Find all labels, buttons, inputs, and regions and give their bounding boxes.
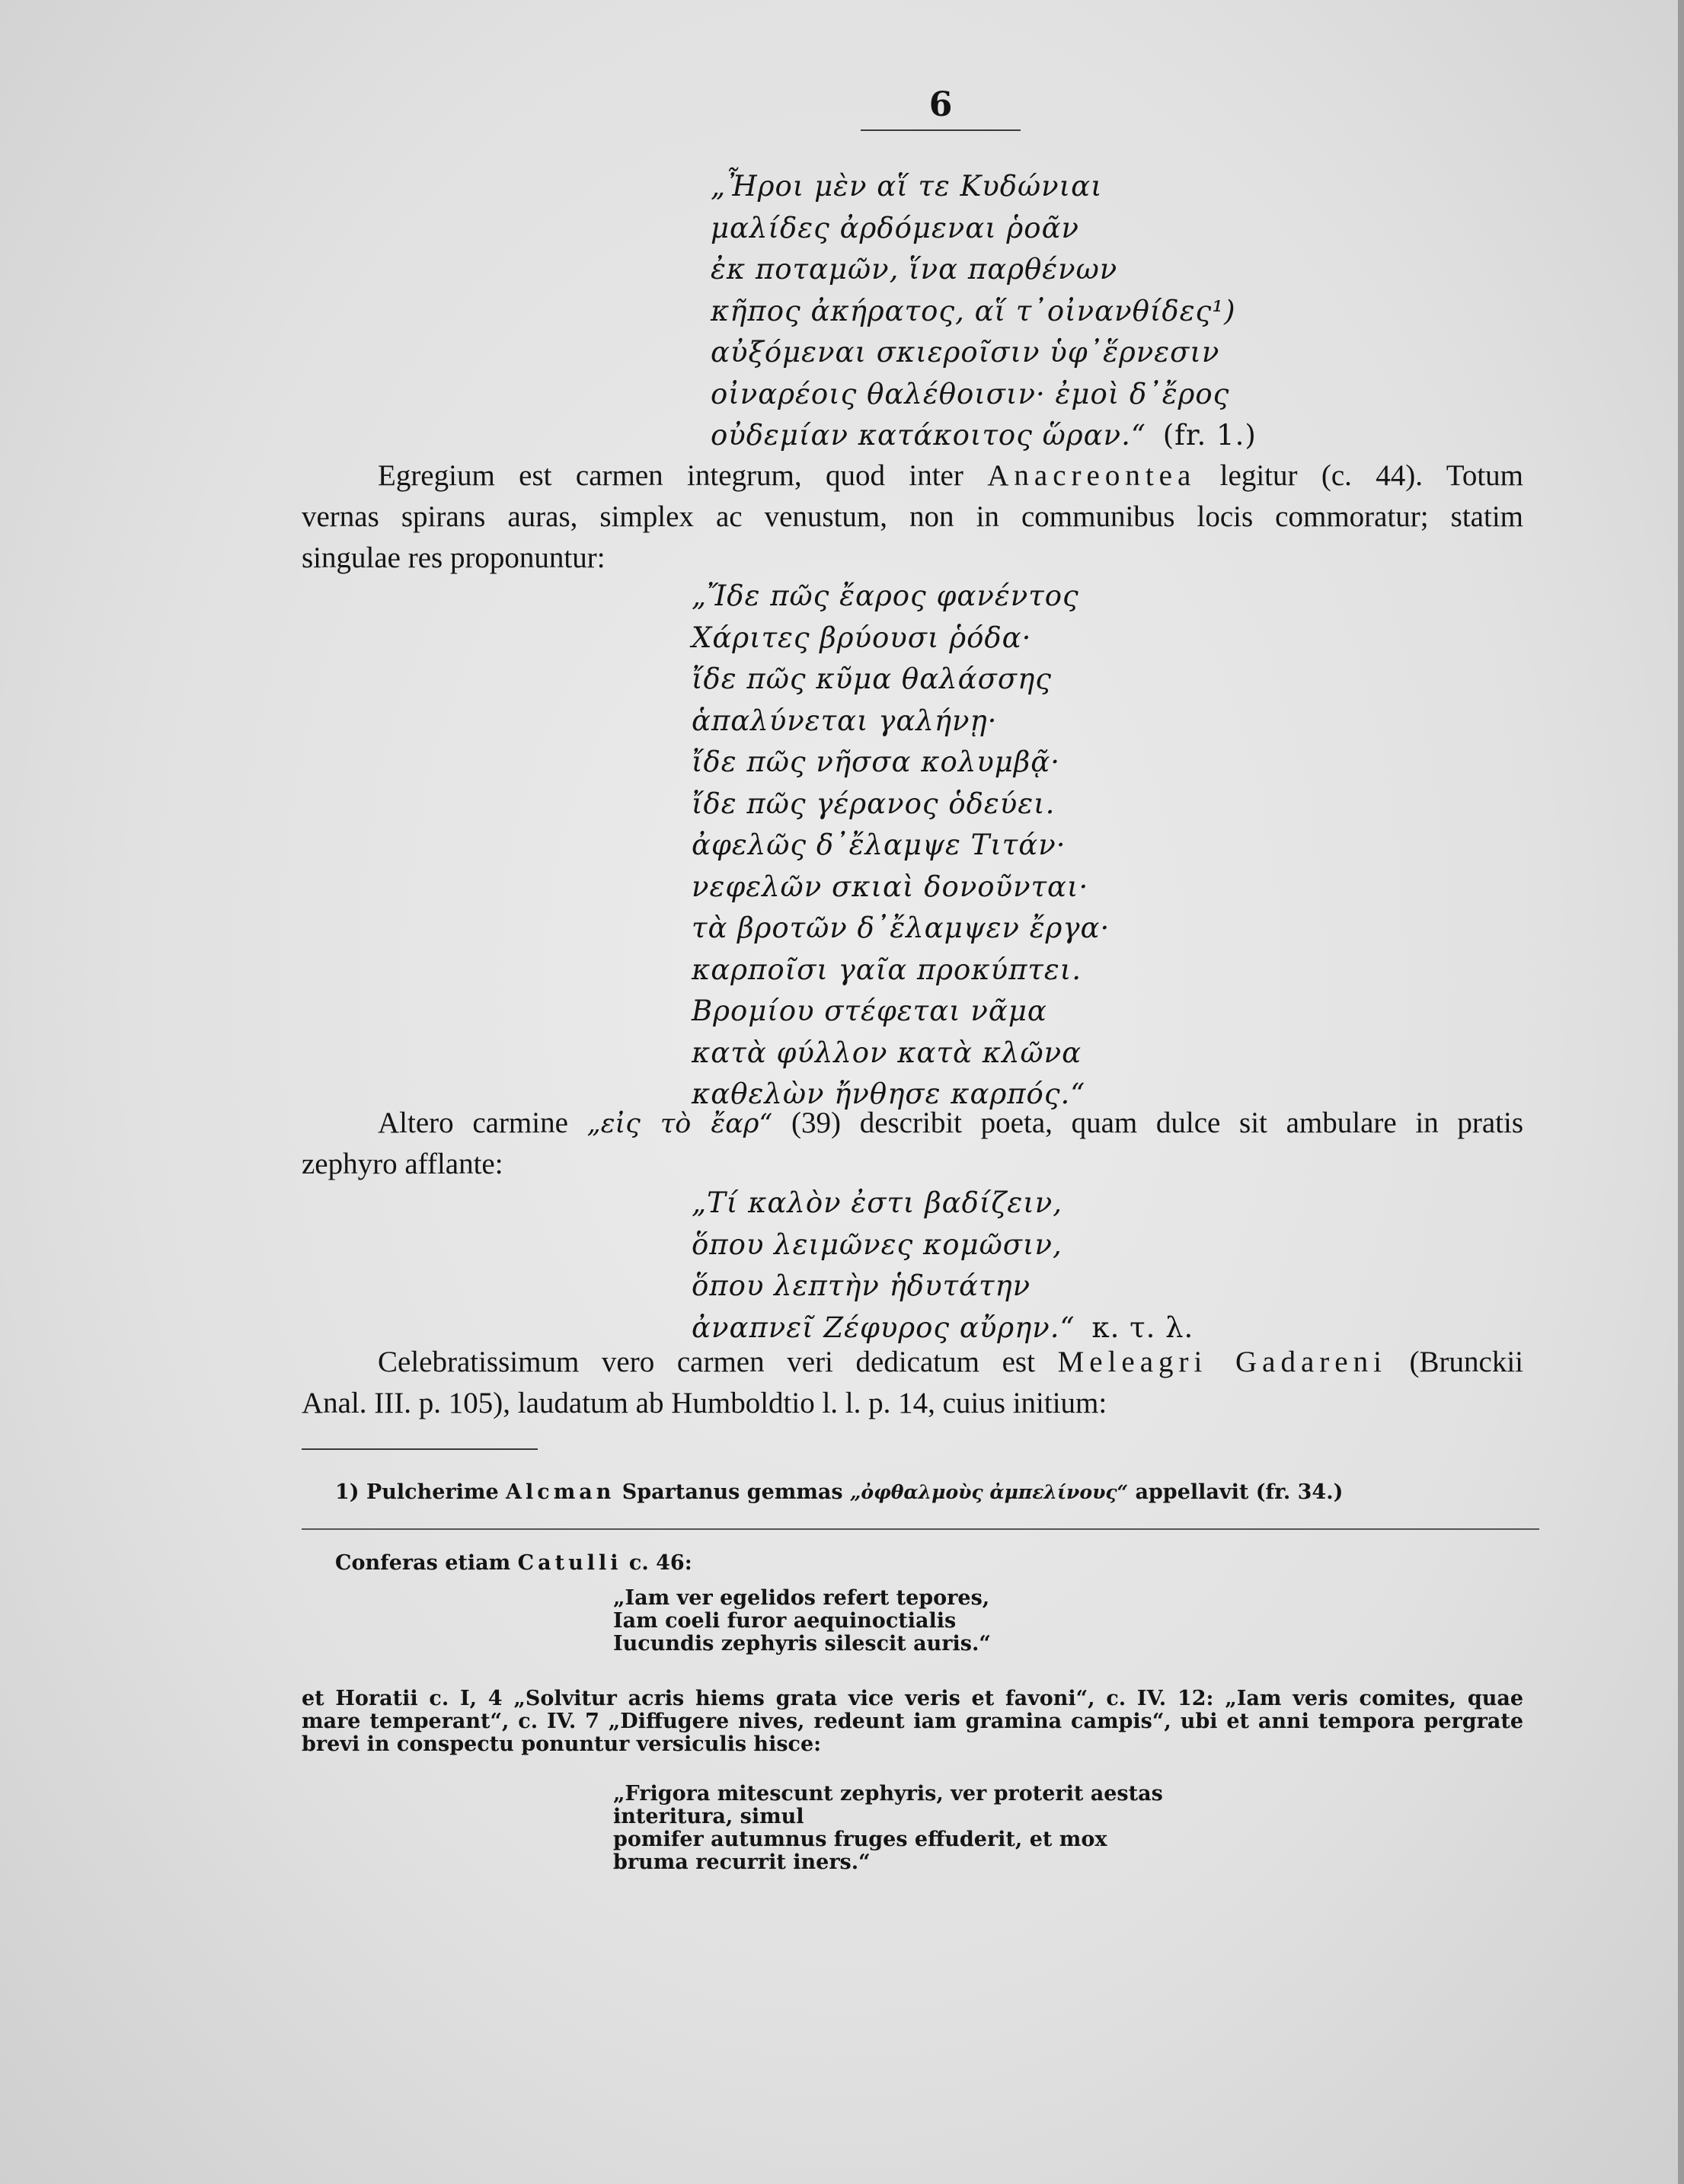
prose-text: Celebratissimum vero carmen veri dedicatum est [378, 1346, 1035, 1378]
prose-text: legitur (c. 44). Totum [1219, 459, 1523, 492]
author-name: Catulli [517, 1551, 622, 1575]
verse-line: αὐξόμεναι σκιεροῖσιν ὑφ᾽ἕρνεσιν [711, 336, 1220, 369]
footnote-line: et Horatii c. I, 4 „Solvitur acris hiems grata vice veris et favoni“, c. IV. 12: „Iam veris comites, quae [302, 1687, 1523, 1710]
footnote-line: brevi in conspectu ponuntur versiculis hisce: [302, 1732, 822, 1756]
prose-line: singulae res proponuntur: [302, 541, 606, 574]
prose-text: (Brunckii [1409, 1346, 1524, 1378]
greek-verse-block-1 [711, 166, 1257, 457]
quote-line: Iucundis zephyris silescit auris.“ [613, 1632, 991, 1656]
verse-line: Βρομίου στέφεται νᾶμα [692, 995, 1047, 1027]
verse-line: „Ἴδε πῶς ἔαρος φανέντος [692, 580, 1079, 612]
quote-line: Iam coeli furor aequinoctialis [613, 1609, 957, 1633]
prose-line: Anal. III. p. 105), laudatum ab Humboldtio l. l. p. 14, cuius initium: [302, 1387, 1107, 1419]
page-number-rule [861, 129, 1021, 131]
footnote-divider [302, 1528, 1539, 1530]
verse-line: κῆπος ἀκήρατος, αἵ τ᾽οἰνανθίδες¹) [711, 294, 1236, 327]
footnote-text: appellavit (fr. 34.) [1135, 1480, 1344, 1504]
greek-verse-block-3 [692, 1183, 1193, 1349]
page-number: 6 [928, 85, 953, 124]
verse-line: ἐκ ποταμῶν, ἵνα παρθένων [711, 253, 1118, 286]
prose-text: Egregium est carmen integrum, quod inter [378, 459, 963, 492]
author-name: Anacreontea [987, 459, 1197, 492]
verse-line: ὅπου λεπτὴν ἡδυτάτην [692, 1269, 1031, 1302]
etc-abbreviation: κ. τ. λ. [1091, 1311, 1194, 1344]
footnote-text: c. 46: [628, 1551, 692, 1575]
footnote-separator [302, 1448, 538, 1450]
verse-line: „Ἦροι μὲν αἵ τε Κυδώνιαι [711, 170, 1103, 203]
quote-line: pomifer autumnus fruges effuderit, et mox [613, 1828, 1107, 1851]
verse-line: ἀφελῶς δ᾽ἔλαμψε Τιτάν· [692, 829, 1066, 861]
verse-line-text: οὐδεμίαν κατάκοιτος ὥραν.“ [711, 419, 1146, 452]
verse-line: „Τί καλὸν ἐστι βαδίζειν, [692, 1186, 1063, 1219]
prose-line: zephyro afflante: [302, 1148, 503, 1180]
quote-line: „Iam ver egelidos refert tepores, [613, 1586, 990, 1610]
verse-line: ἴδε πῶς νῆσσα κολυμβᾷ· [692, 746, 1060, 778]
author-name: Meleagri Gadareni [1057, 1346, 1387, 1378]
verse-line: τὰ βροτῶν δ᾽ἔλαμψεν ἔργα· [692, 912, 1110, 944]
verse-line: ἴδε πῶς κῦμα θαλάσσης [692, 663, 1053, 695]
footnote-text: Conferas etiam [335, 1551, 511, 1575]
quote-line: interitura, simul [613, 1805, 804, 1828]
verse-line: ὅπου λειμῶνες κομῶσιν, [692, 1228, 1062, 1261]
verse-line: κατὰ φύλλον κατὰ κλῶνα [692, 1036, 1082, 1069]
prose-line [302, 1342, 1523, 1383]
greek-quote: „ὀφθαλμοὺς ἀμπελίνους“ [850, 1481, 1129, 1503]
prose-text: Altero carmine [378, 1106, 568, 1139]
verse-line: ἴδε πῶς γέρανος ὁδεύει. [692, 787, 1056, 820]
footnote-2-intro [335, 1552, 692, 1575]
prose-line [302, 1103, 1523, 1144]
verse-line-last [711, 415, 1257, 457]
quote-line: bruma recurrit iners.“ [613, 1850, 871, 1874]
footnote-text: 1) Pulcherime [335, 1480, 499, 1504]
footnote-1 [335, 1481, 1343, 1504]
catullus-quote [613, 1587, 991, 1656]
verse-line-text: ἀναπνεῖ Ζέφυρος αὔρην.“ [692, 1311, 1075, 1344]
paragraph-2 [302, 1103, 1523, 1185]
prose-line [302, 455, 1523, 497]
fragment-reference: (fr. 1.) [1162, 419, 1257, 452]
page-edge [1678, 0, 1684, 2184]
quote-line: „Frigora mitescunt zephyris, ver proterit aestas [613, 1782, 1163, 1806]
greek-verse-block-2 [692, 576, 1110, 1116]
prose-line: vernas spirans auras, simplex ac venustum, non in communibus locis commoratur; statim [302, 500, 1523, 533]
greek-title: „εἰς τὸ ἔαρ“ [586, 1109, 773, 1139]
prose-text: (39) describit poeta, quam dulce sit ambulare in pratis [791, 1106, 1524, 1139]
paragraph-1 [302, 455, 1523, 579]
author-name: Alcman [506, 1480, 615, 1504]
verse-line: καθελὼν ἤνθησε καρπός.“ [692, 1078, 1086, 1110]
footnote-text: Spartanus gemmas [622, 1480, 843, 1504]
horace-quote [613, 1783, 1163, 1874]
verse-line: Χάριτες βρύουσι ῥόδα· [692, 621, 1032, 654]
verse-line: μαλίδες ἀρδόμεναι ῥοᾶν [711, 211, 1080, 244]
verse-line: καρποῖσι γαῖα προκύπτει. [692, 953, 1082, 986]
paragraph-3 [302, 1342, 1523, 1424]
horace-references [302, 1687, 1523, 1756]
verse-line: ἁπαλύνεται γαλήνῃ· [692, 704, 998, 737]
footnote-line: mare temperant“, c. IV. 7 „Diffugere nives, redeunt iam gramina campis“, ubi et anni tempora pergrate [302, 1710, 1523, 1733]
verse-line: νεφελῶν σκιαὶ δονοῦνται· [692, 870, 1089, 903]
verse-line: οἰναρέοις θαλέθοισιν· ἐμοὶ δ᾽ἔρος [711, 377, 1230, 410]
